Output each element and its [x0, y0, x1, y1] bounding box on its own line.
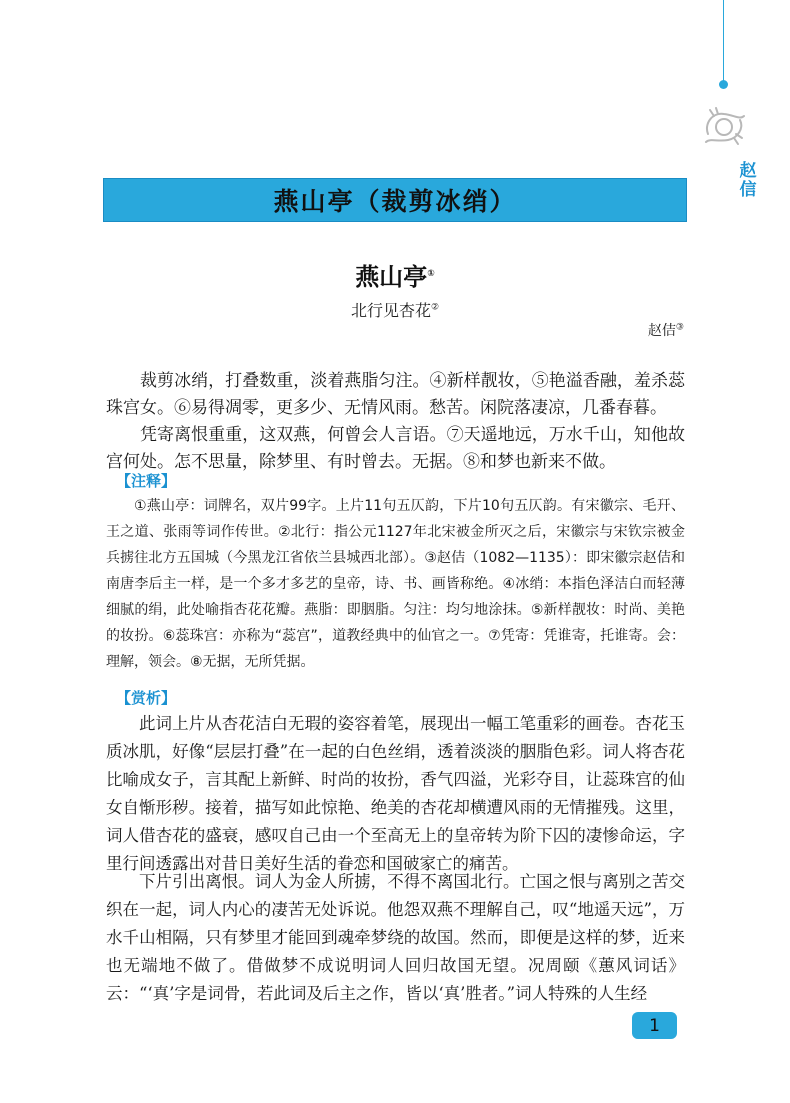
notes-heading: 【注释】: [116, 472, 177, 490]
side-accent-line: [723, 0, 724, 82]
poem-stanza-1: 裁剪冰绡，打叠数重，淡着燕脂匀注。④新样靓妆，⑤艳溢香融，羞杀蕊珠宫女。⑥易得凋零，更多少、无情风雨。愁苦。闲院落凄凉，几番春暮。: [106, 371, 685, 418]
footnote-marker: ①: [427, 269, 435, 279]
page-number: 1: [632, 1012, 677, 1039]
poem-subtitle-text: 北行见杏花: [350, 301, 431, 320]
footnote-marker: ②: [430, 302, 440, 313]
poem-author-text: 赵佶: [647, 323, 676, 339]
poem-subtitle: [0, 300, 790, 322]
poem-author: [648, 322, 684, 340]
footnote-marker: ③: [675, 322, 684, 333]
side-accent-dot: [719, 80, 728, 89]
side-author-label: 赵信: [739, 161, 757, 200]
page-title-banner: 燕山亭（裁剪冰绡）: [103, 178, 687, 222]
analysis-paragraph-2: 下片引出离恨。词人为金人所掳，不得不离国北行。亡国之恨与离别之苦交织在一起，词人内心的凄苦无处诉说。他怨双燕不理解自己，叹“地遥天远”，万水千山相隔，只有梦里才能回到魂牵梦绕的故国。然而，即便是这样的梦，近来也无端地不做了。借做梦不成说明词人回归故国无望。况周颐《蕙风词话》云：“‘真’字是词骨，若此词及后主之作，皆以‘真’胜者。”词人特殊的人生经: [106, 872, 685, 1003]
poem-title-text: 燕山亭: [355, 263, 428, 291]
analysis-paragraph-1: 此词上片从杏花洁白无瑕的姿容着笔，展现出一幅工笔重彩的画卷。杏花玉质冰肌，好像“层层打叠”在一起的白色丝绢，透着淡淡的胭脂色彩。词人将杏花比喻成女子，言其配上新鲜、时尚的妆扮，香气四溢，光彩夺目，让蕊珠宫的仙女自惭形秽。接着，描写如此惊艳、绝美的杏花却横遭风雨的无情摧残。这里，词人借杏花的盛衰，感叹自己由一个至高无上的皇帝转为阶下囚的凄惨命运，字里行间透露出对昔日美好生活的眷恋和国破家亡的痛苦。: [106, 714, 685, 873]
analysis-heading: 【赏析】: [116, 689, 177, 707]
poem-title: [0, 262, 790, 292]
notes-text: ①燕山亭：词牌名，双片99字。上片11句五仄韵，下片10句五仄韵。有宋徽宗、毛幵、王之道、张雨等词作传世。②北行：指公元1127年北宋被金所灭之后，宋徽宗与宋钦宗被金兵掳往北方五国城（今黑龙江省依兰县城西北部）。③赵佶（1082—1135）：即宋徽宗赵佶和南唐李后主一样，是一个多才多艺的皇帝，诗、书、画皆称绝。④冰绡：本指色泽洁白而轻薄细腻的绢，此处喻指杏花花瓣。燕脂：即胭脂。匀注：均匀地涂抹。⑤新样靓妆：时尚、美艳的妆扮。⑥蕊珠宫：亦称为“蕊宫”，道教经典中的仙官之一。⑦凭寄：凭谁寄，托谁寄。会：理解，领会。⑧无据，无所凭据。: [106, 498, 685, 670]
dragon-emblem-icon: [700, 104, 748, 148]
poem-stanza-2: 凭寄离恨重重，这双燕，何曾会人言语。⑦天遥地远，万水千山，知他故宫何处。怎不思量，除梦里、有时曾去。无据。⑧和梦也新来不做。: [106, 425, 685, 472]
